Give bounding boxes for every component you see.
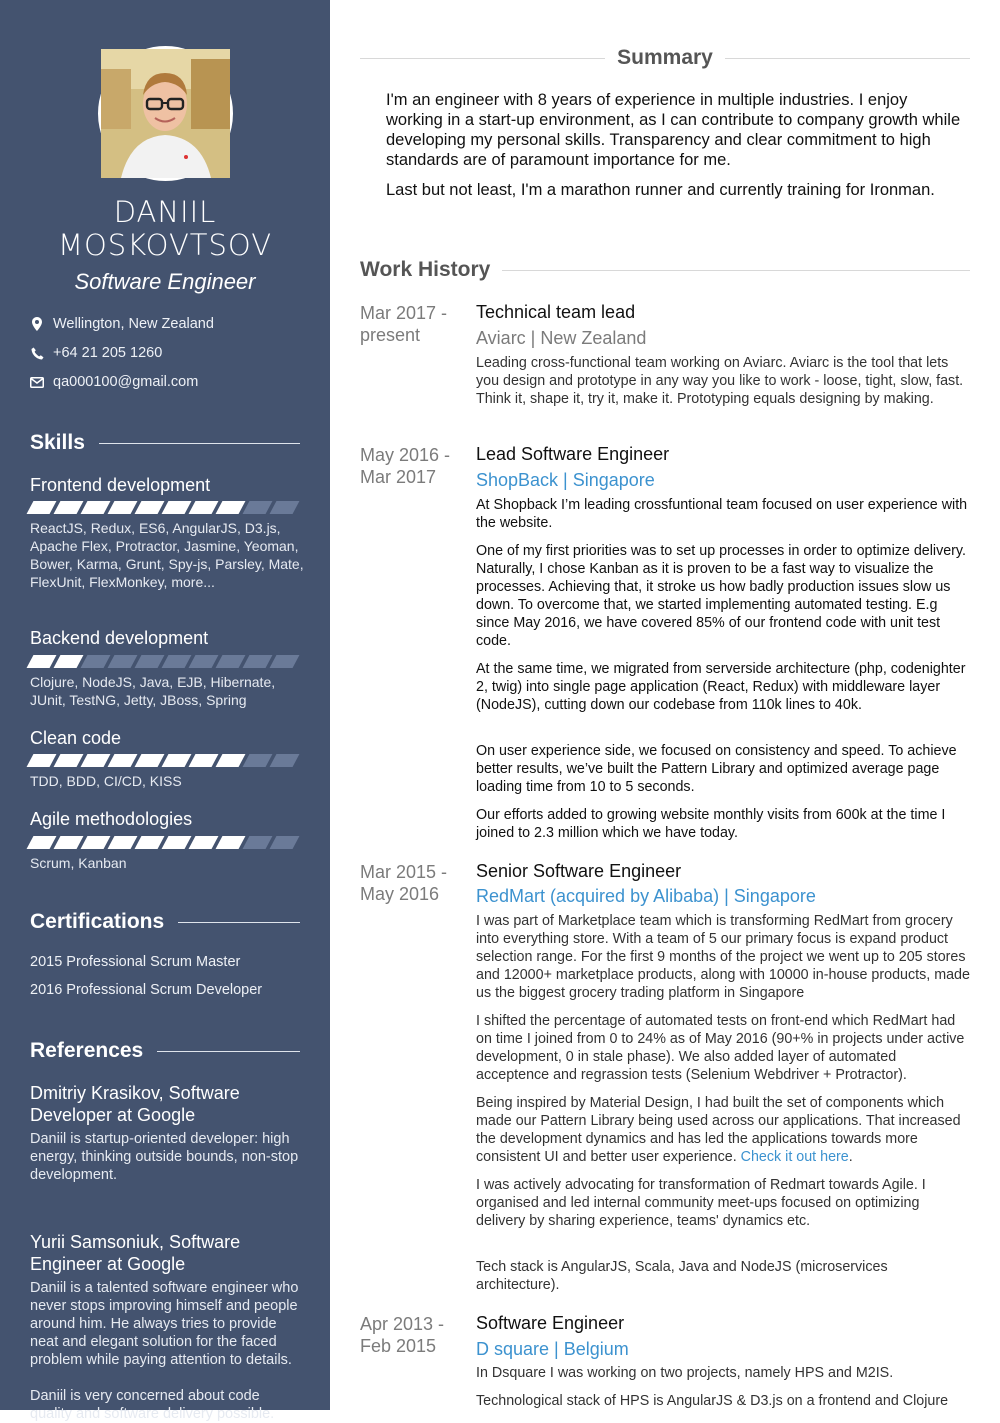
divider — [99, 443, 300, 444]
skill-segment-filled — [162, 501, 192, 514]
skill-segment-filled — [27, 501, 57, 514]
skill-segment-filled — [216, 501, 246, 514]
skill-segment-filled — [27, 754, 57, 767]
certification-item: 2015 Professional Scrum Master — [30, 954, 241, 970]
skill-segment-filled — [189, 501, 219, 514]
skill-segment-empty — [81, 655, 111, 668]
skill-segment-filled — [81, 836, 111, 849]
job-date: Apr 2013 - Feb 2015 — [360, 1314, 445, 1356]
skill-segment-filled — [162, 754, 192, 767]
skill-name: Backend development — [30, 628, 209, 648]
summary-paragraph: Last but not least, I'm a marathon runner and currently training for Ironman. — [386, 181, 935, 199]
job-description: In Dsquare I was working on two projects, namely HPS and M2IS. — [476, 1365, 894, 1381]
phone-text: +64 21 205 1260 — [53, 345, 163, 361]
skill-name: Frontend development — [30, 475, 211, 495]
skill-segment-filled — [189, 754, 219, 767]
check-it-out-link[interactable]: Check it out here — [740, 1149, 849, 1165]
divider — [157, 1051, 300, 1052]
skill-name: Clean code — [30, 728, 122, 748]
skill-segment-empty — [216, 655, 246, 668]
reference-text: Daniil is startup-oriented developer: high energy, thinking outside bounds, non-stop development. — [30, 1131, 299, 1183]
summary-paragraph: I'm an engineer with 8 years of experience in multiple industries. I enjoy working in a start-up environment, as I can contribute to company growth while developing my personal skills. Transparency and clear commitment to high standards are of paramount importance for me. — [386, 91, 961, 169]
main-content — [330, 0, 1000, 1410]
skill-segment-filled — [189, 836, 219, 849]
job-description: Technological stack of HPS is AngularJS & D3.js on a frontend and Clojure — [476, 1393, 949, 1409]
skill-segment-filled — [27, 655, 57, 668]
skill-segment-empty — [243, 655, 273, 668]
divider — [725, 58, 970, 59]
skill-segment-filled — [81, 501, 111, 514]
job-description: At the same time, we migrated from serverside architecture (php, codenighter 2, twig) into single page application (React, Redux) with middleware layer (NodeJS), cutting down our codebase from 110k lines to 40k. — [476, 661, 966, 713]
skill-segment-empty — [243, 501, 273, 514]
job-description: I was actively advocating for transformation of Redmart towards Agile. I organised and led internal community meet-ups focused on optimizing delivery by sharing experience, teams' dynamics etc. — [476, 1177, 926, 1229]
certifications-heading — [30, 910, 300, 934]
skill-segment-filled — [216, 836, 246, 849]
link-suffix: . — [848, 1149, 853, 1165]
skill-level-bar — [30, 836, 300, 849]
skill-description: Clojure, NodeJS, Java, EJB, Hibernate, JUnit, TestNG, Jetty, JBoss, Spring — [30, 674, 276, 708]
reference-name: Yurii Samsoniuk, Software Engineer at Google — [30, 1232, 241, 1274]
skill-segment-empty — [270, 836, 300, 849]
sidebar — [0, 0, 330, 1422]
job-role: Senior Software Engineer — [476, 861, 682, 881]
summary-heading — [360, 46, 970, 70]
skill-segment-empty — [270, 655, 300, 668]
divider — [360, 58, 605, 59]
job-company-link[interactable]: D square | Belgium — [476, 1339, 629, 1359]
work-history-heading-text: Work History — [360, 258, 491, 281]
phone-icon — [30, 346, 44, 360]
mail-icon — [30, 375, 44, 389]
certifications-heading-text: Certifications — [30, 910, 165, 933]
divider — [178, 922, 300, 923]
job-description — [476, 1094, 970, 1166]
skill-segment-filled — [135, 501, 165, 514]
job-role: Lead Software Engineer — [476, 444, 670, 464]
job-company-link[interactable]: RedMart (acquired by Alibaba) | Singapore — [476, 886, 816, 906]
skill-segment-filled — [216, 754, 246, 767]
job-date: Mar 2015 - May 2016 — [360, 862, 448, 904]
skill-segment-filled — [54, 836, 84, 849]
skill-segment-filled — [54, 754, 84, 767]
job-date: May 2016 - Mar 2017 — [360, 445, 451, 487]
job-description-text: Being inspired by Material Design, I had built the set of components which made our Pattern Library being used across our applications. That increased the development dynamics and has led the applications towards more consistent UI and better user experience. — [476, 1095, 961, 1165]
skill-segment-empty — [270, 754, 300, 767]
work-history-heading — [360, 258, 970, 282]
skills-heading-text: Skills — [30, 431, 85, 454]
skill-description: TDD, BDD, CI/CD, KISS — [30, 773, 182, 789]
location-text: Wellington, New Zealand — [53, 316, 214, 332]
job-description: Leading cross-functional team working on Aviarc. Aviarc is the tool that lets you design and prototype in any way you like to work - loose, tight, slow, fast. Think it, shape it, try it, make it. Prototyping equals designing by making. — [476, 355, 964, 407]
skill-segment-empty — [135, 655, 165, 668]
job-description: At Shopback I’m leading crossfuntional team focused on user experience with the website. — [476, 497, 968, 531]
job-date: Mar 2017 - present — [360, 303, 448, 345]
skill-segment-filled — [162, 836, 192, 849]
job-role: Technical team lead — [476, 302, 636, 322]
skill-segment-filled — [81, 754, 111, 767]
skill-segment-filled — [135, 754, 165, 767]
skill-segment-filled — [108, 754, 138, 767]
summary-heading-text: Summary — [617, 46, 713, 69]
skills-heading — [30, 431, 300, 455]
references-heading-text: References — [30, 1039, 144, 1062]
contact-phone — [30, 345, 162, 361]
skill-segment-empty — [243, 836, 273, 849]
skill-segment-filled — [108, 836, 138, 849]
skill-segment-filled — [135, 836, 165, 849]
divider — [502, 270, 970, 271]
skill-segment-empty — [108, 655, 138, 668]
skill-segment-filled — [54, 655, 84, 668]
email-text[interactable]: qa000100@gmail.com — [53, 374, 199, 390]
job-description: On user experience side, we focused on consistency and speed. To achieve better results, we’ve built the Pattern Library and optimized average page loading time from 10 to 5 seconds. — [476, 743, 957, 795]
skill-level-bar — [30, 754, 300, 767]
skill-segment-filled — [108, 501, 138, 514]
job-description: I was part of Marketplace team which is transforming RedMart from grocery into everything store. With a team of 5 our primary focus is expand product selection range. For the first 9 months of the project we went up to 205 stores and 12000+ marketplace products, along with 10000 in-house products, made us the biggest grocery trading platform in Singapore — [476, 913, 970, 1001]
references-heading — [30, 1039, 300, 1063]
job-title: Software Engineer — [74, 269, 256, 294]
job-description: One of my first priorities was to set up processes in order to optimize delivery. Naturally, I chose Kanban as it is proven to be a fast way to visualize the processes. Achieving that, it stroke us how badly production issues slow us down. To overcome that, we started implementing automated testing. E.g since May 2016, we have covered 85% of our frontend code with unit test code. — [476, 543, 966, 649]
job-description: Tech stack is AngularJS, Scala, Java and NodeJS (microservices architecture). — [476, 1259, 888, 1293]
contact-email — [30, 374, 198, 390]
skill-segment-empty — [270, 501, 300, 514]
reference-text: Daniil is a talented software engineer who never stops improving himself and people around him. He always tries to provide neat and elegant solution for the faced problem while paying attention to details. — [30, 1280, 299, 1368]
job-role: Software Engineer — [476, 1313, 625, 1333]
skill-segment-filled — [54, 501, 84, 514]
map-pin-icon — [30, 317, 44, 331]
reference-text: Daniil is very concerned about code quality and software delivery possible. — [30, 1388, 275, 1422]
avatar — [98, 46, 233, 181]
certification-item: 2016 Professional Scrum Developer — [30, 982, 263, 998]
skill-segment-empty — [189, 655, 219, 668]
job-description: Our efforts added to growing website monthly visits from 600k at the time I joined to 2.3 million which we have today. — [476, 807, 946, 841]
skill-segment-empty — [243, 754, 273, 767]
job-description: I shifted the percentage of automated tests on front-end which RedMart had on time I joined from 0 to 24% as of May 2016 (90+% in projects under active development, 0 in stale phase). We also added layer of automated acceptence and regrassion tests (Selenium Webdriver + Protractor). — [476, 1013, 965, 1083]
last-name: MOSKOVTSOV — [57, 228, 273, 262]
skill-level-bar — [30, 501, 300, 514]
reference-name: Dmitriy Krasikov, Software Developer at Google — [30, 1083, 240, 1125]
skill-name: Agile methodologies — [30, 809, 193, 829]
skill-description: ReactJS, Redux, ES6, AngularJS, D3.js, Apache Flex, Protractor, Jasmine, Yeoman, Bower, Karma, Grunt, Spy-js, Parsley, Mate, FlexUnit, FlexMonkey, more... — [30, 520, 304, 590]
skill-level-bar — [30, 655, 300, 668]
first-name: DANIIL — [113, 195, 217, 229]
contact-location — [30, 316, 214, 332]
skill-segment-filled — [27, 836, 57, 849]
skill-description: Scrum, Kanban — [30, 855, 127, 871]
skill-segment-empty — [162, 655, 192, 668]
job-company: Aviarc | New Zealand — [476, 328, 647, 348]
job-company-link[interactable]: ShopBack | Singapore — [476, 470, 655, 490]
